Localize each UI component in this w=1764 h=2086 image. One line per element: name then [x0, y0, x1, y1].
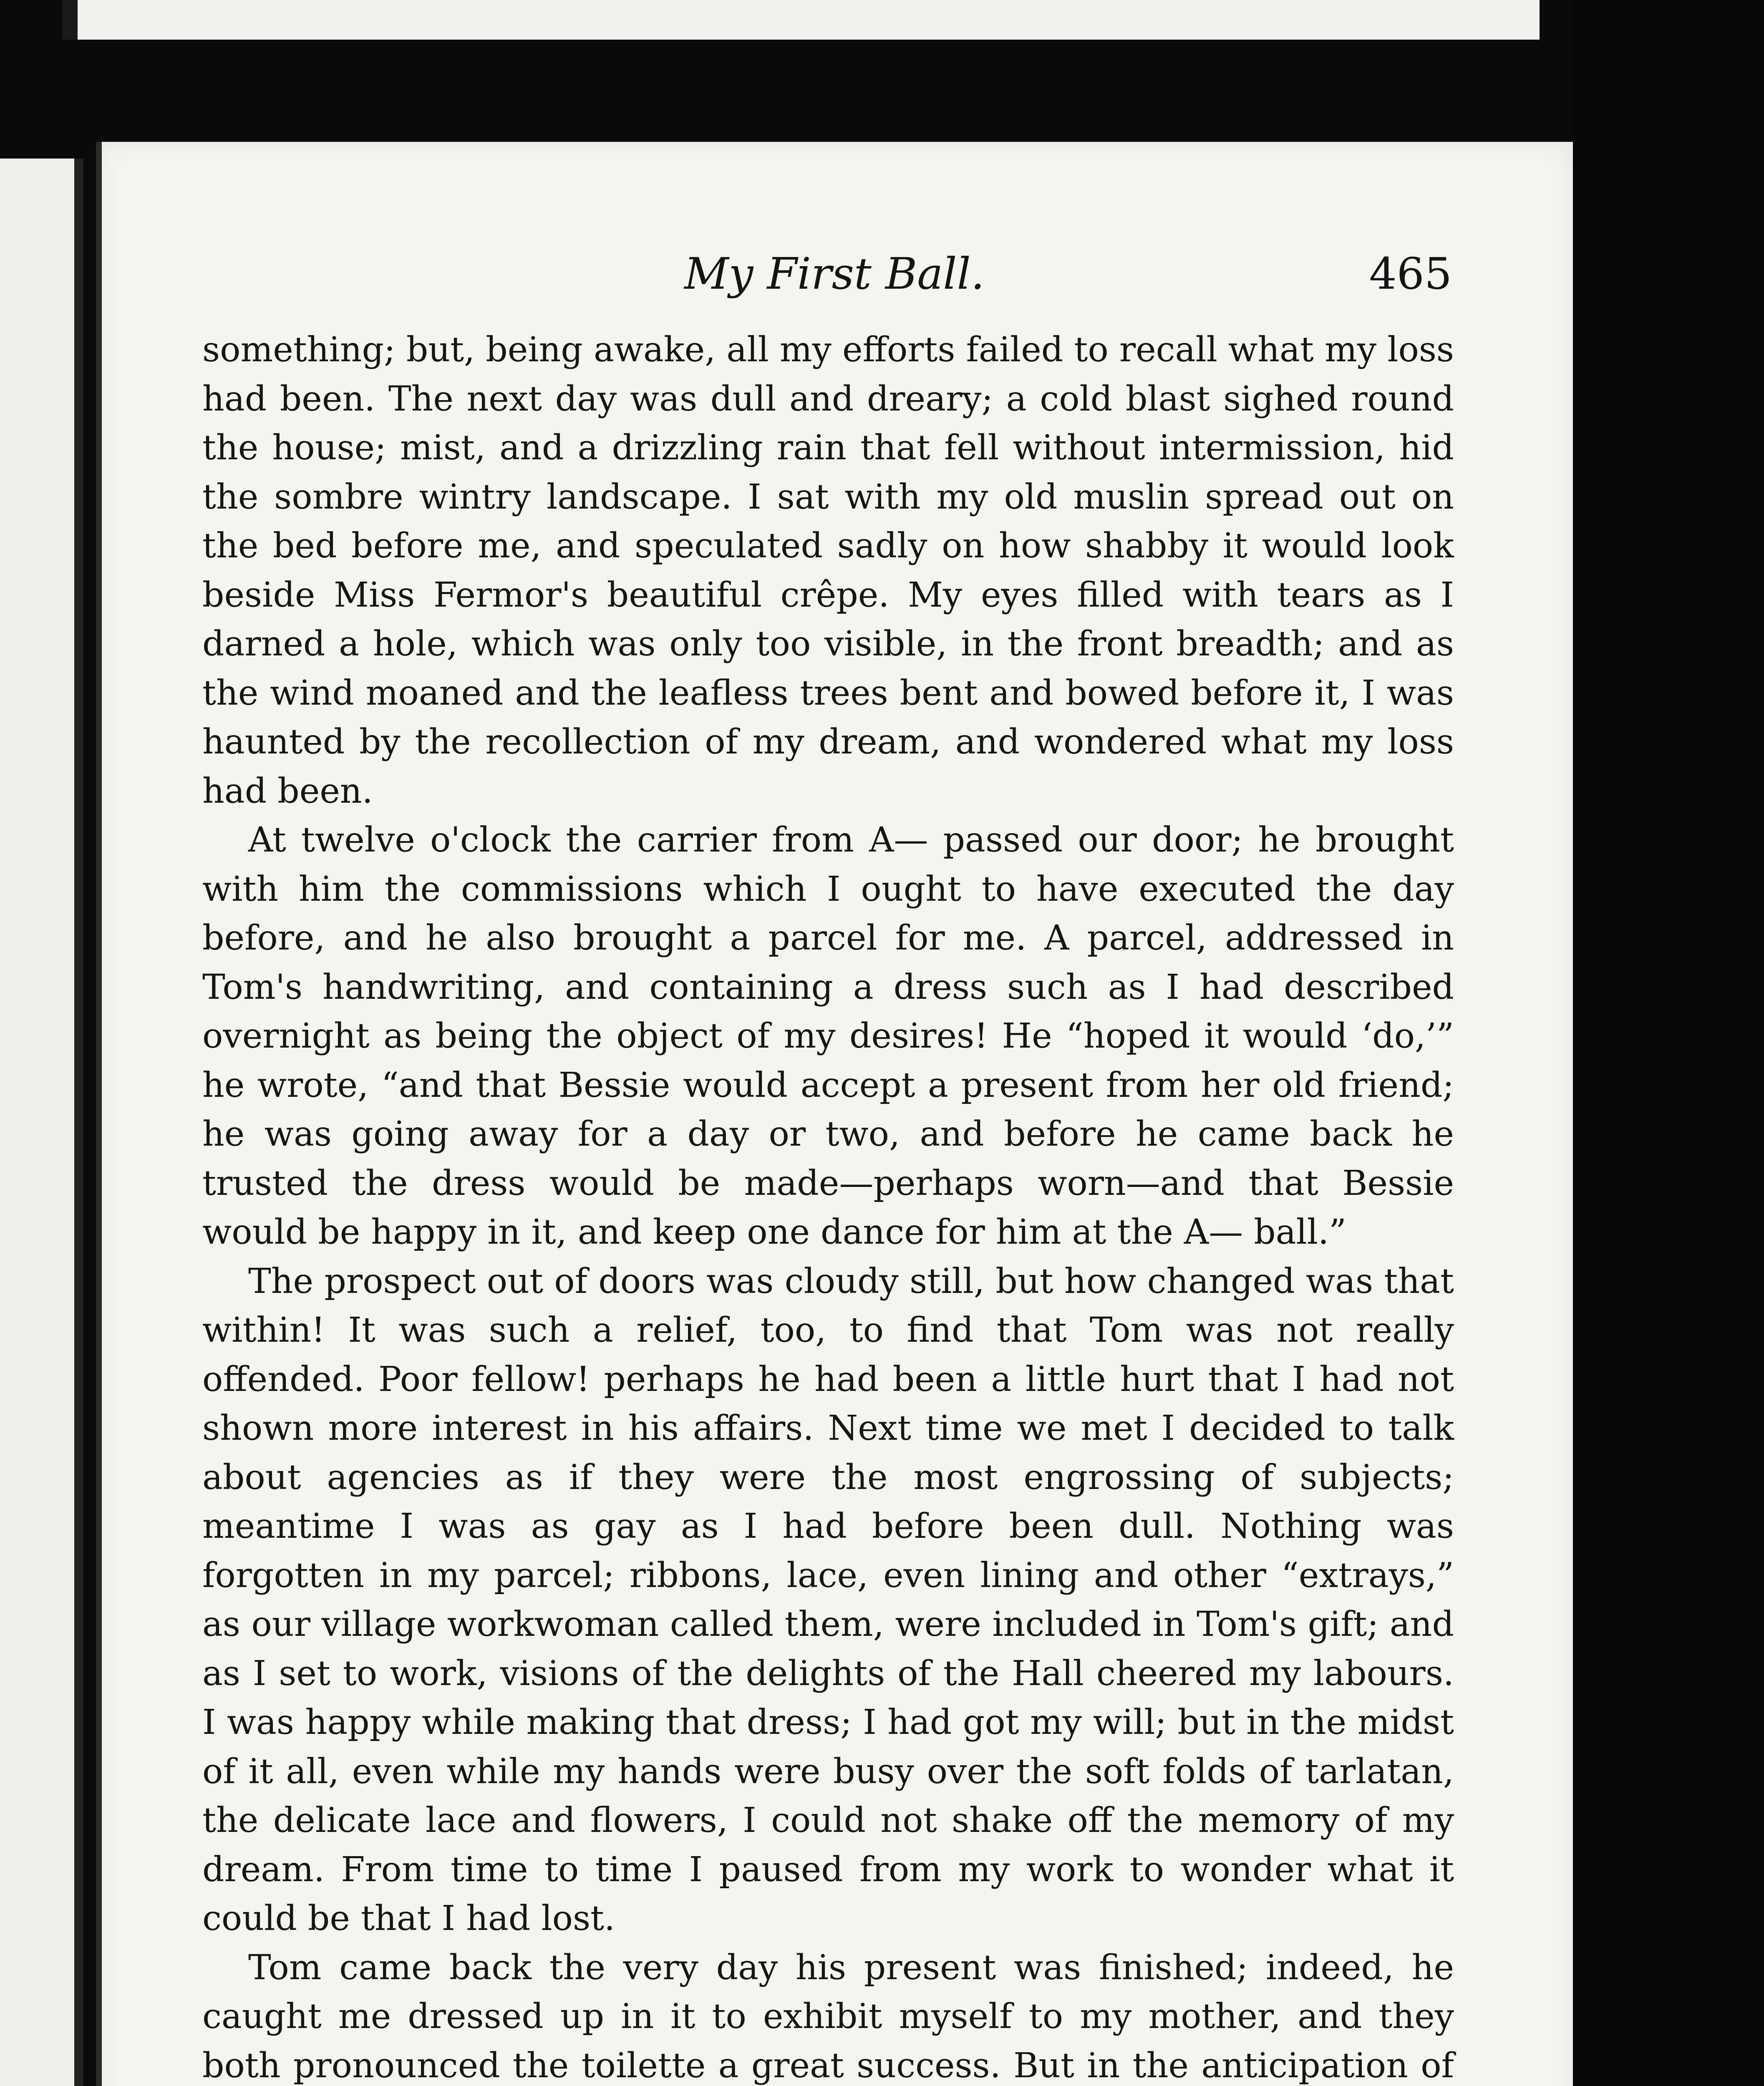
left-page-edge [0, 159, 83, 2086]
paragraph: something; but, being awake, all my efforts failed to recall what my loss had been. The next day was dull and dreary; a cold blast sighed round the house; mist, and a drizzling rain that fell without intermission, hid the sombre wintry landscape. I sat with my old muslin spread out on the bed before me, and speculated sadly on how shabby it would look beside Miss Fermor's beautiful crêpe. My eyes filled with tears as I darned a hole, which was only too visible, in the front breadth; and as the wind moaned and the leafless trees bent and bowed before it, I was haunted by the recollection of my dream, and wondered what my loss had been. [202, 330, 1454, 811]
book-page [96, 142, 1573, 2086]
page-number: 465 [1369, 248, 1452, 299]
running-title: My First Ball. [684, 248, 985, 299]
previous-page-edge [63, 0, 1540, 40]
right-gutter [1573, 0, 1764, 2086]
paragraph: Tom came back the very day his present was finished; indeed, he caught me dressed up in it to exhibit myself to my mother, and they both pronounced the toilette a great success. But in the anticipation of [202, 1947, 1454, 2086]
paragraph: The prospect out of doors was cloudy still, but how changed was that within! It was such a relief, too, to find that Tom was not really offended. Poor fellow! perhaps he had been a little hurt that I had not shown more interest in his affairs. Next time we met I decided to talk about agencies as if they were the most engrossing of subjects; meantime I was as gay as I had before been dull. Nothing was forgotten in my parcel; ribbons, lace, even lining and other “extrays,” as our village workwoman called them, were included in Tom's gift; and as I set to work, visions of the delights of the Hall cheered my labours. I was happy while making that dress; I had got my will; but in the midst of it all, even while my hands were busy over the soft folds of tarlatan, the delicate lace and flowers, I could not shake off the memory of my dream. From time to time I paused from my work to wonder what it could be that I had lost. [202, 1261, 1454, 1938]
paragraph: At twelve o'clock the carrier from A— passed our door; he brought with him the commissions which I ought to have executed the day before, and he also brought a parcel for me. A parcel, addressed in Tom's handwriting, and containing a dress such as I had described overnight as being the object of my desires! He “hoped it would ‘do,’” he wrote, “and that Bessie would accept a present from her old friend; he was going away for a day or two, and before he came back he trusted the dress would be made—perhaps worn—and that Bessie would be happy in it, and keep one dance for him at the A— ball.” [202, 820, 1454, 1252]
body-text [202, 325, 1454, 2086]
